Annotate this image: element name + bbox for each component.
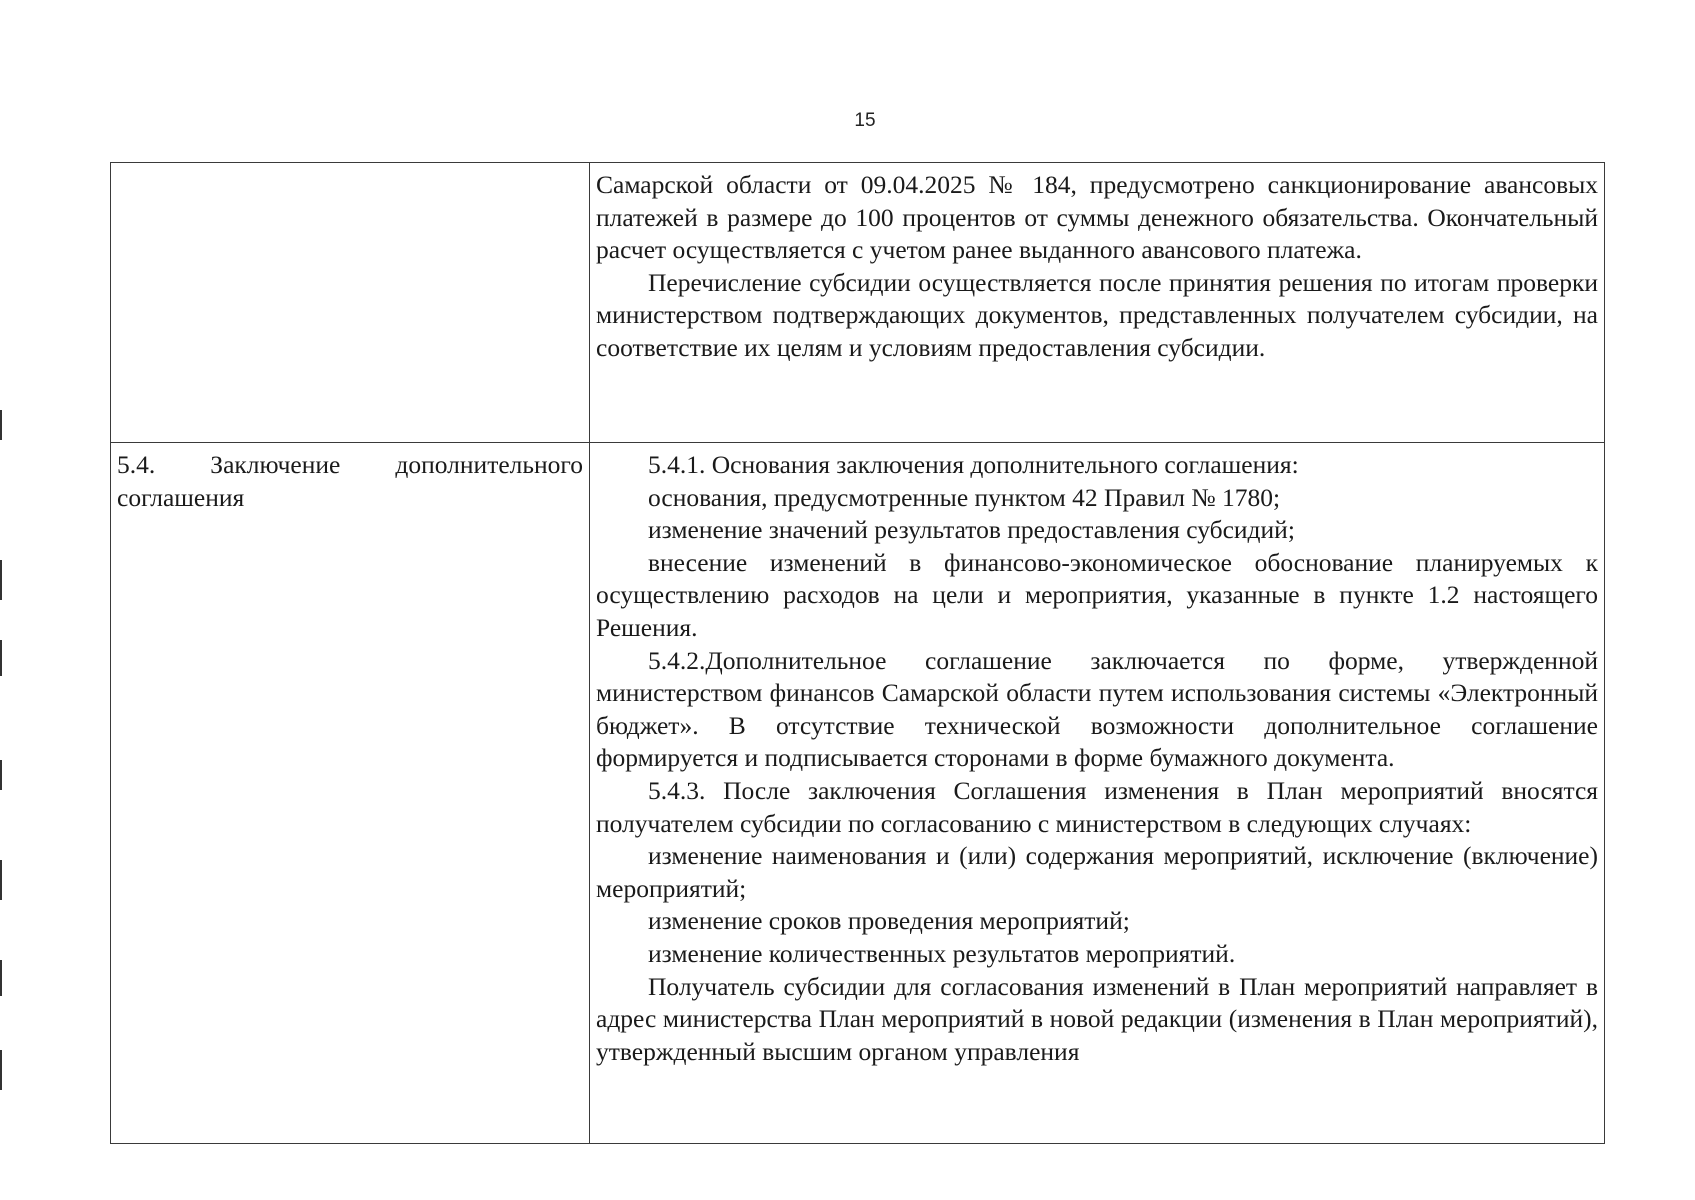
paragraph: основания, предусмотренные пунктом 42 Правил № 1780; bbox=[648, 482, 1281, 512]
paragraph: внесение изменений в финансово-экономическое обоснование планируемых к осуществлению расходов на цели и мероприятия, указанные в пункте 1.2 настоящего Решения. bbox=[596, 547, 1598, 642]
scan-edge-mark bbox=[0, 640, 2, 676]
page-number: 15 bbox=[854, 110, 876, 131]
paragraph: Перечисление субсидии осуществляется после принятия решения по итогам проверки министерством подтверждающих документов, представленных получателем субсидии, на соответствие их целям и условиям предоставления субсидии. bbox=[596, 267, 1598, 362]
left-cell bbox=[111, 163, 590, 443]
scan-edge-mark bbox=[0, 410, 2, 440]
scan-edge-mark bbox=[0, 760, 2, 790]
paragraph: изменение значений результатов предоставления субсидий; bbox=[648, 515, 1295, 545]
table-row bbox=[111, 443, 1605, 1144]
scan-edge-mark bbox=[0, 860, 2, 900]
document-table bbox=[110, 162, 1605, 1144]
left-cell-line: соглашения bbox=[117, 482, 245, 512]
paragraph: Получатель субсидии для согласования изменений в План мероприятий направляет в адрес министерства План мероприятий в новой редакции (изменения в План мероприятий), утвержденный высшим органом управления bbox=[596, 971, 1598, 1066]
left-cell-line: 5.4. Заключение дополнительного bbox=[117, 450, 583, 479]
scan-edge-mark bbox=[0, 960, 2, 996]
right-cell bbox=[590, 443, 1605, 1144]
paragraph: 5.4.3. После заключения Соглашения изменения в План мероприятий вносятся получателем субсидии по согласованию с министерством в следующих случаях: bbox=[596, 775, 1598, 838]
right-cell bbox=[590, 163, 1605, 443]
scan-edge-mark bbox=[0, 1050, 2, 1090]
paragraph: 5.4.1. Основания заключения дополнительного соглашения: bbox=[648, 450, 1299, 479]
paragraph: изменение наименования и (или) содержания мероприятий, исключение (включение) мероприятий; bbox=[596, 841, 1598, 903]
paragraph: Самарской области от 09.04.2025 № 184, предусмотрено санкционирование авансовых платежей в размере до 100 процентов от суммы денежного обязательства. Окончательный расчет осуществляется с учетом ранее выданного авансового платежа. bbox=[596, 170, 1598, 265]
paragraph: изменение количественных результатов мероприятий. bbox=[648, 938, 1236, 968]
left-cell-text bbox=[117, 449, 583, 514]
left-cell bbox=[111, 443, 590, 1144]
table-row bbox=[111, 163, 1605, 443]
paragraph: изменение сроков проведения мероприятий; bbox=[648, 906, 1130, 936]
scan-edge-mark bbox=[0, 560, 2, 600]
paragraph: 5.4.2.Дополнительное соглашение заключается по форме, утвержденной министерством финансов Самарской области путем использования системы «Электронный бюджет». В отсутствие технической возможности дополнительное соглашение формируется и подписывается сторонами в форме бумажного документа. bbox=[596, 645, 1598, 773]
